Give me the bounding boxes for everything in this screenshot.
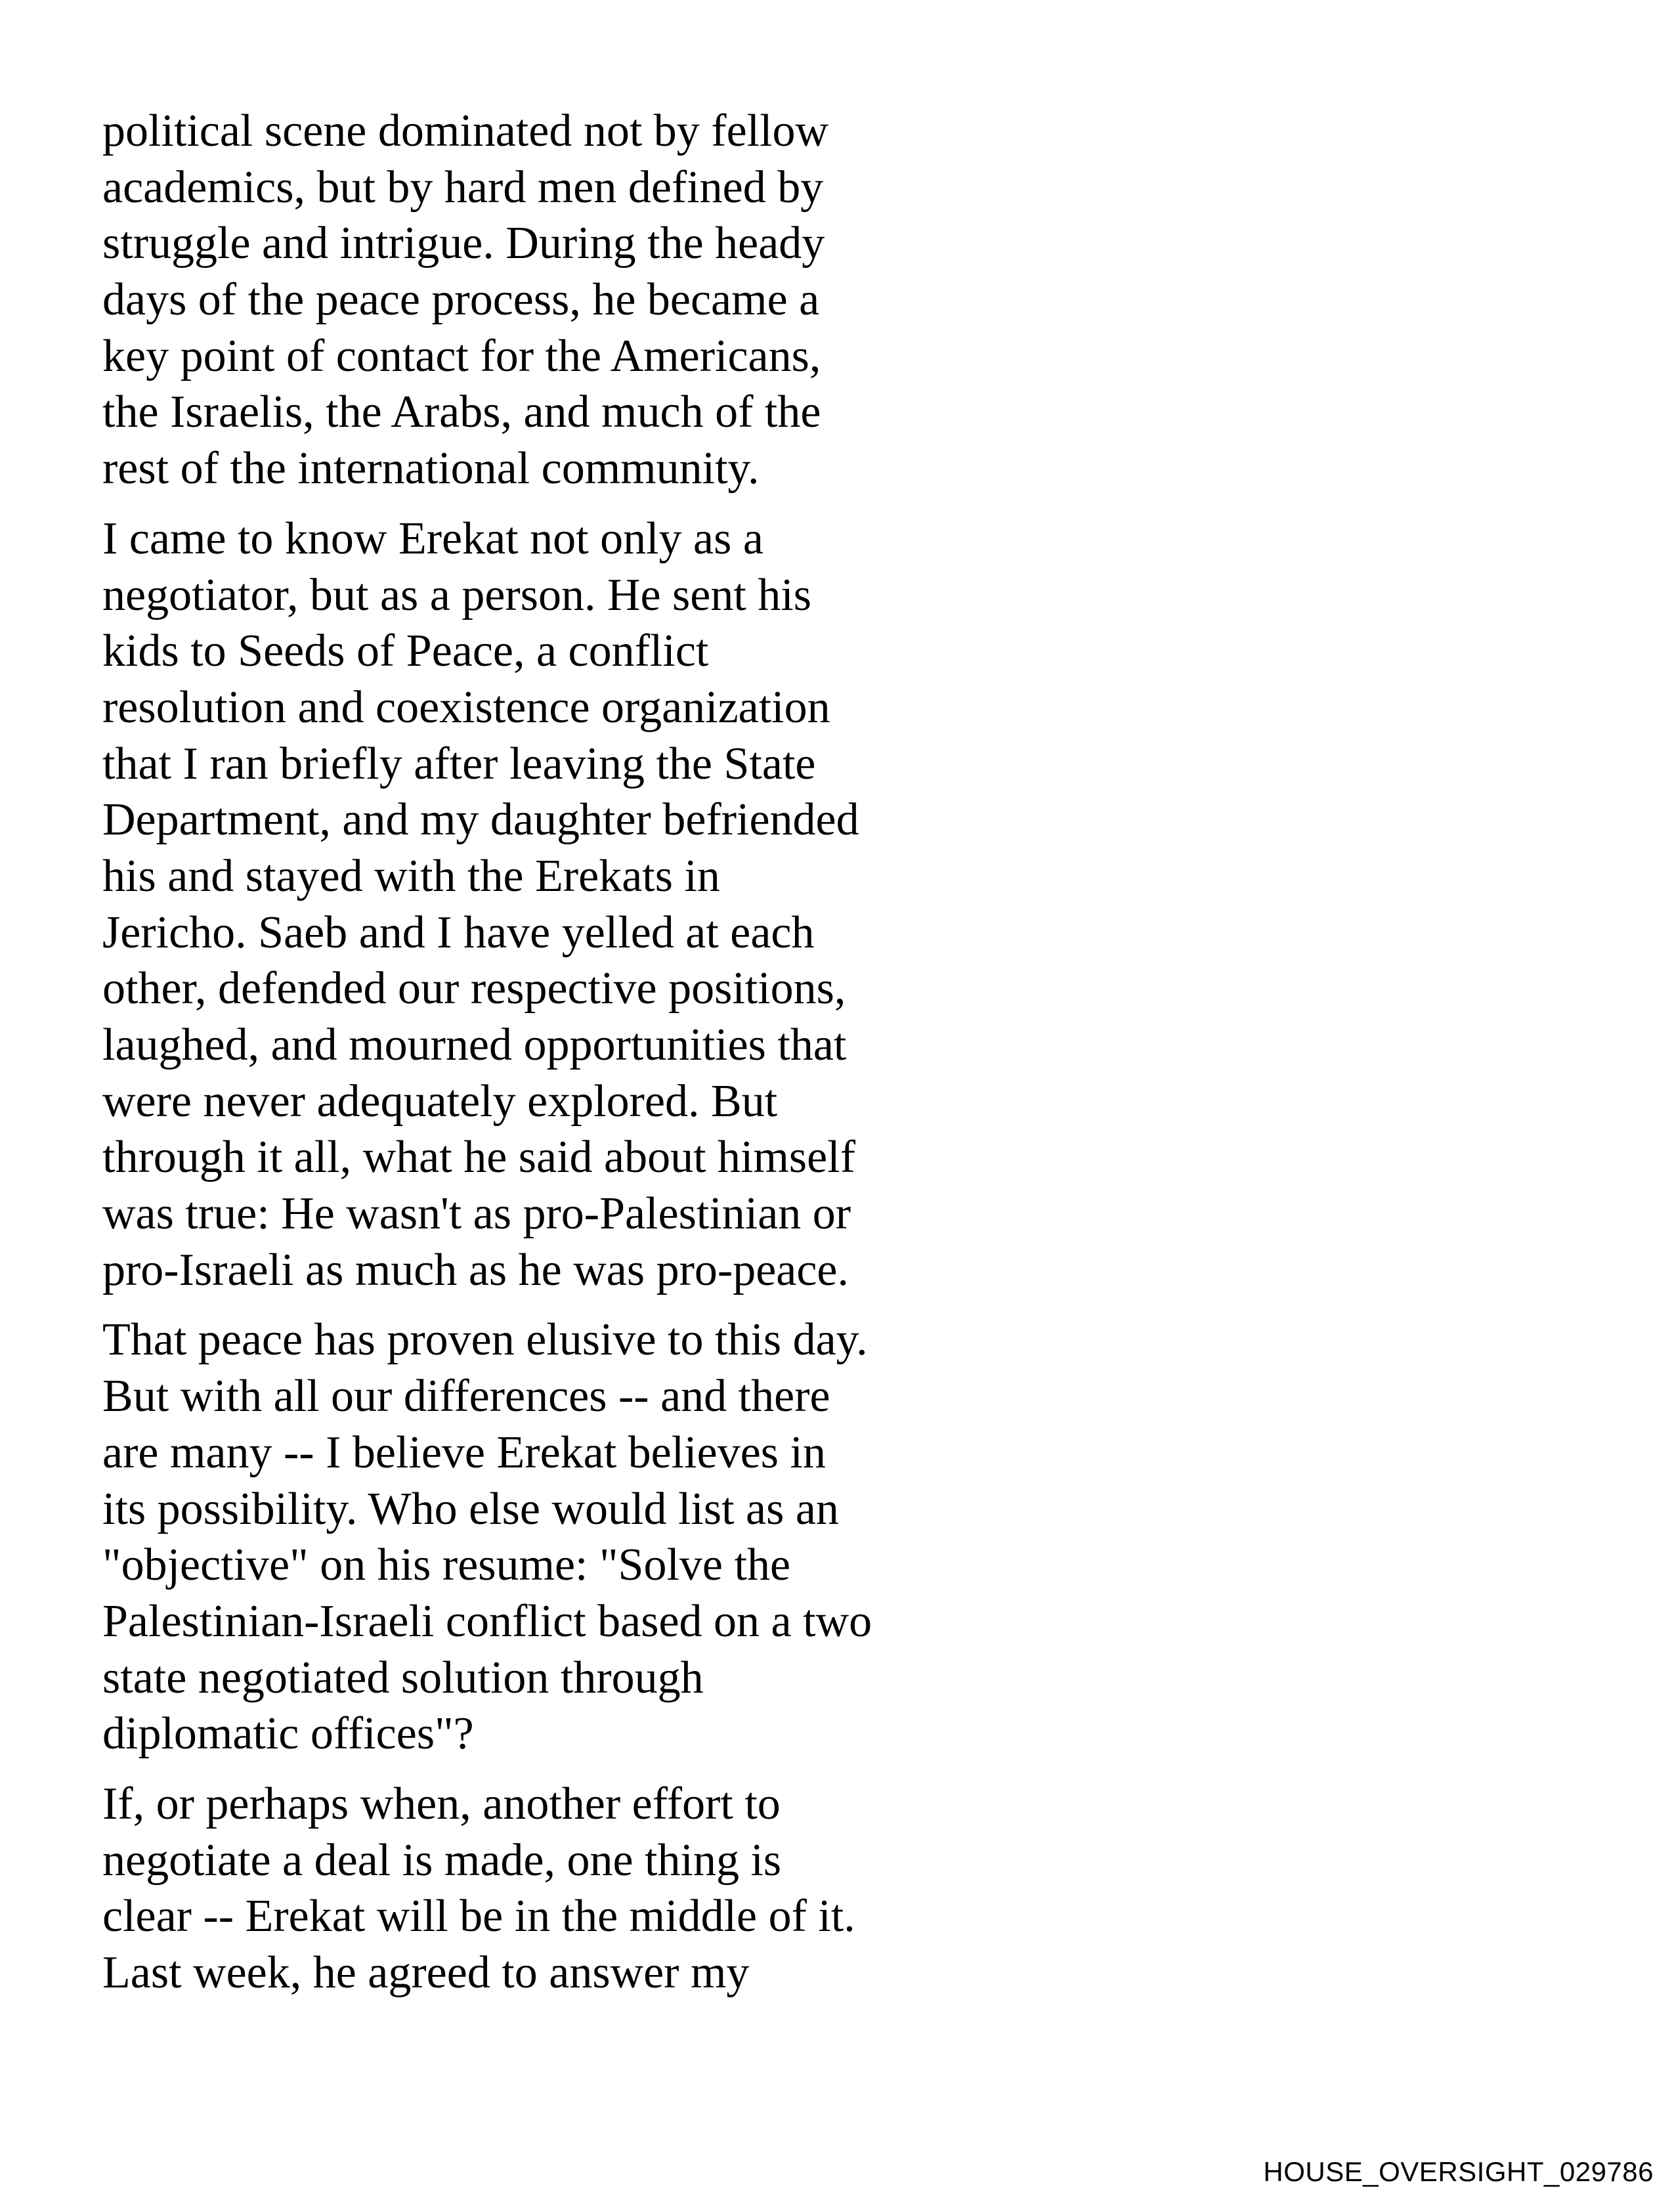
text-line: pro-Israeli as much as he was pro-peace.: [102, 1244, 849, 1295]
text-line: were never adequately explored. But: [102, 1075, 778, 1127]
text-line: academics, but by hard men defined by: [102, 162, 824, 213]
text-line: resolution and coexistence organization: [102, 682, 830, 733]
text-line: that I ran briefly after leaving the State: [102, 738, 816, 789]
text-line: Department, and my daughter befriended: [102, 794, 859, 846]
text-line: Jericho. Saeb and I have yelled at each: [102, 907, 815, 958]
paragraph-2: [102, 511, 956, 1299]
text-line: Last week, he agreed to answer my: [102, 1947, 750, 1998]
article-body: [102, 103, 956, 2001]
text-line: was true: He wasn't as pro-Palestinian or: [102, 1188, 851, 1240]
text-line: negotiator, but as a person. He sent his: [102, 569, 812, 620]
text-line: are many -- I believe Erekat believes in: [102, 1427, 826, 1478]
document-id-stamp: HOUSE_OVERSIGHT_029786: [1263, 2156, 1654, 2187]
text-line: clear -- Erekat will be in the middle of it.: [102, 1891, 855, 1942]
text-line: key point of contact for the Americans,: [102, 330, 821, 381]
paragraph-1: [102, 103, 956, 497]
text-line: political scene dominated not by fellow: [102, 106, 829, 156]
text-line: state negotiated solution through: [102, 1652, 704, 1703]
text-line: That peace has proven elusive to this day.: [102, 1314, 868, 1366]
text-line: diplomatic offices"?: [102, 1708, 474, 1760]
text-line: his and stayed with the Erekats in: [102, 850, 720, 901]
text-line: struggle and intrigue. During the heady: [102, 218, 825, 269]
text-line: "objective" on his resume: "Solve the: [102, 1540, 791, 1591]
text-line: negotiate a deal is made, one thing is: [102, 1834, 782, 1886]
text-line: its possibility. Who else would list as an: [102, 1483, 839, 1534]
text-line: If, or perhaps when, another effort to: [102, 1778, 781, 1829]
text-line: But with all our differences -- and there: [102, 1371, 830, 1422]
paragraph-3: [102, 1312, 956, 1762]
text-line: laughed, and mourned opportunities that: [102, 1020, 847, 1070]
text-line: the Israelis, the Arabs, and much of the: [102, 387, 821, 438]
text-line: kids to Seeds of Peace, a conflict: [102, 626, 709, 677]
text-line: through it all, what he said about himself: [102, 1132, 856, 1183]
text-line: other, defended our respective positions,: [102, 963, 846, 1014]
text-line: Palestinian-Israeli conflict based on a two: [102, 1595, 872, 1647]
text-line: I came to know Erekat not only as a: [102, 513, 763, 564]
text-line: rest of the international community.: [102, 443, 760, 494]
paragraph-4: [102, 1776, 956, 2001]
text-line: days of the peace process, he became a: [102, 274, 820, 326]
